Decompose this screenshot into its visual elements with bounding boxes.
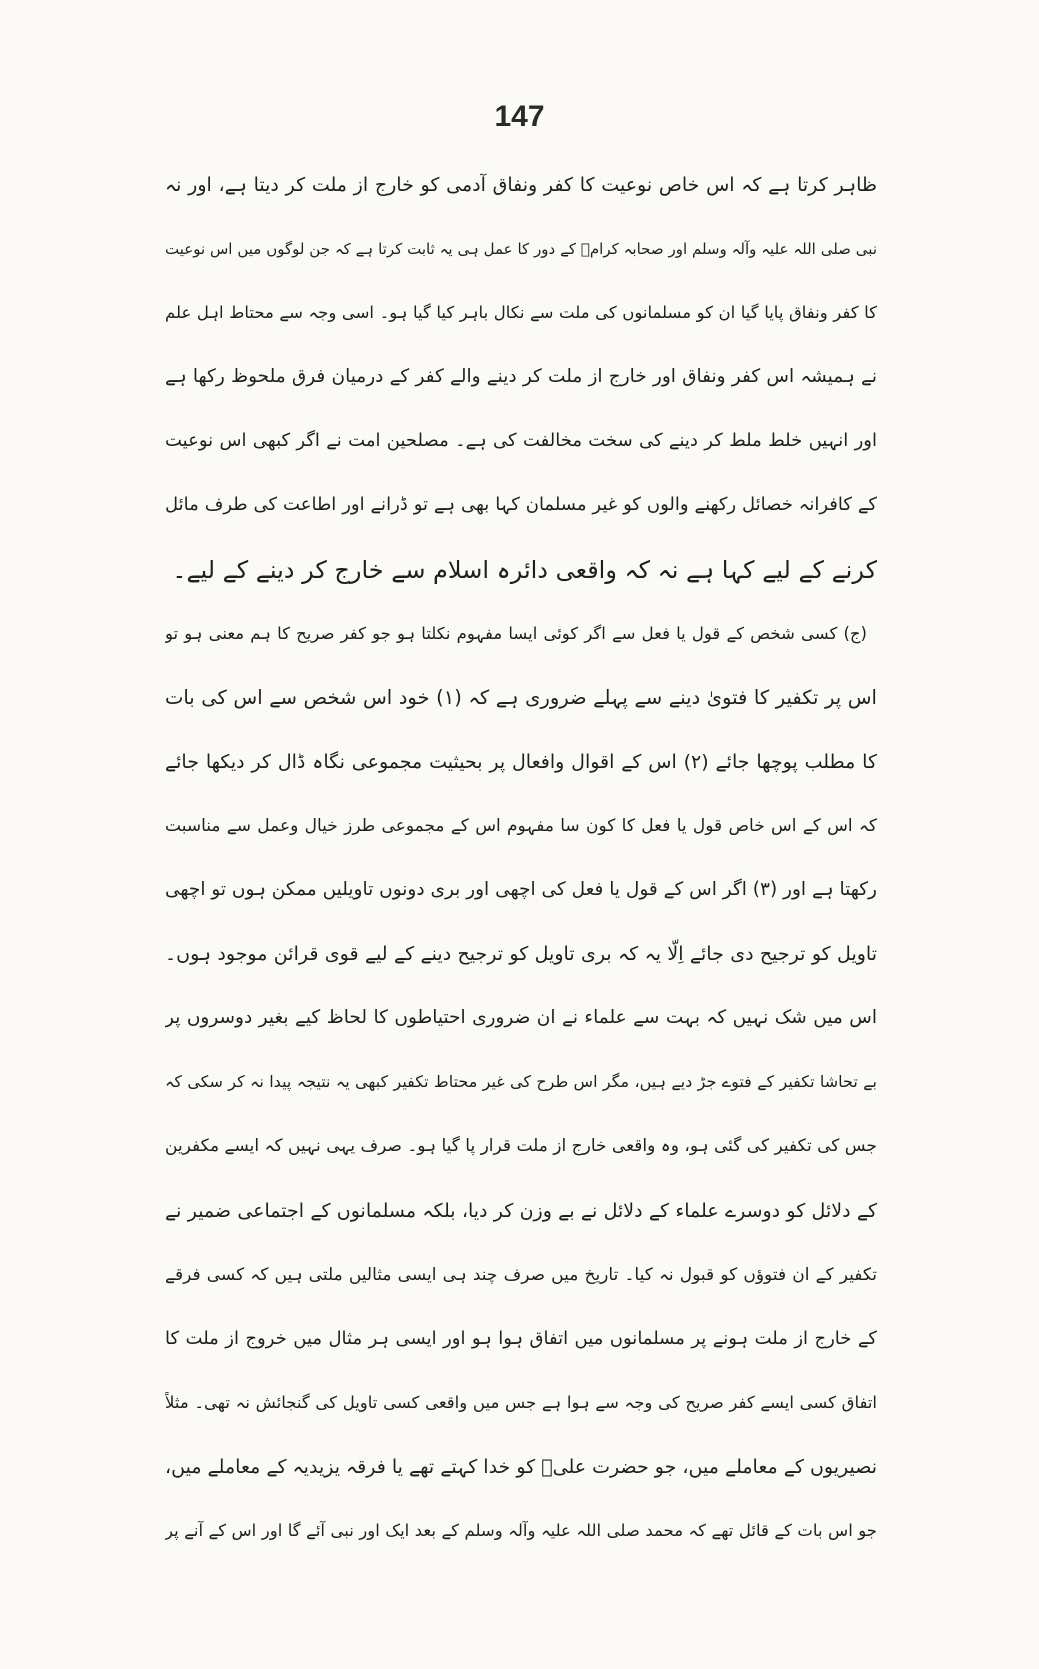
text-line: جس کی تکفیر کی گئی ہو، وہ واقعی خارج از ملت قرار پا گیا ہو۔ صرف یہی نہیں کہ ایسے مکفرین <box>165 1136 877 1157</box>
text-line: کا کفر ونفاق پایا گیا ان کو مسلمانوں کی ملت سے نکال باہر کیا گیا ہو۔ اسی وجہ سے محتاط اہل علم <box>165 303 877 323</box>
text-line: کرنے کے لیے کہا ہے نہ کہ واقعی دائرہ اسلام سے خارج کر دینے کے لیے۔ <box>172 555 877 584</box>
text-line: جو اس بات کے قائل تھے کہ محمد صلی اللہ علیہ وآلہ وسلم کے بعد ایک اور نبی آئے گا اور اس کے آنے پر <box>165 1520 877 1540</box>
text-line: (ج) کسی شخص کے قول یا فعل سے اگر کوئی ایسا مفہوم نکلتا ہو جو کفر صریح کا ہم معنی ہو تو <box>165 623 867 643</box>
text-line: رکھتا ہے اور (۳) اگر اس کے قول یا فعل کی اچھی اور بری دونوں تاویلیں ممکن ہوں تو اچھی <box>165 879 877 901</box>
text-line: نے ہمیشہ اس کفر ونفاق اور خارج از ملت کر دینے والے کفر کے درمیان فرق ملحوظ رکھا ہے <box>165 366 877 388</box>
text-line: نبی صلی اللہ علیہ وآلہ وسلم اور صحابہ کرامؓ کے دور کا عمل ہی یہ ثابت کرتا ہے کہ جن لوگوں میں اس نوعیت <box>165 240 877 259</box>
text-line: اور انہیں خلط ملط کر دینے کی سخت مخالفت کی ہے۔ مصلحین امت نے اگر کبھی اس نوعیت <box>165 430 877 452</box>
text-line: اس پر تکفیر کا فتویٰ دینے سے پہلے ضروری ہے کہ (۱) خود اس شخص سے اس کی بات <box>165 685 877 709</box>
text-line: ظاہر کرتا ہے کہ اس خاص نوعیت کا کفر ونفاق آدمی کو خارج از ملت کر دیتا ہے، اور نہ <box>165 174 877 196</box>
text-line: تاویل کو ترجیح دی جائے اِلّا یہ کہ بری تاویل کو ترجیح دینے کے لیے قوی قرائن موجود ہوں۔ <box>165 943 877 966</box>
text-line: نصیریوں کے معاملے میں، جو حضرت علیؓ کو خدا کہتے تھے یا فرقہ یزیدیہ کے معاملے میں، <box>165 1455 877 1478</box>
text-line: کے کافرانہ خصائل رکھنے والوں کو غیر مسلمان کہا بھی ہے تو ڈرانے اور اطاعت کی طرف مائل <box>165 494 877 516</box>
text-line: کہ اس کے اس خاص قول یا فعل کا کون سا مفہوم اس کے مجموعی طرز خیال وعمل سے مناسبت <box>165 815 877 836</box>
text-line: کا مطلب پوچھا جائے (۲) اس کے اقوال وافعال پر بحیثیت مجموعی نگاہ ڈال کر دیکھا جائے <box>165 750 877 773</box>
page-number: 147 <box>494 100 545 133</box>
text-line: کے دلائل کو دوسرے علماء کے دلائل نے بے وزن کر دیا، بلکہ مسلمانوں کے اجتماعی ضمیر نے <box>165 1199 877 1222</box>
text-line: کے خارج از ملت ہونے پر مسلمانوں میں اتفاق ہوا ہو اور ایسی ہر مثال میں خروج از ملت کا <box>165 1327 877 1349</box>
text-line: تکفیر کے ان فتوؤں کو قبول نہ کیا۔ تاریخ میں صرف چند ہی ایسی مثالیں ملتی ہیں کہ کسی فرقے <box>165 1264 877 1285</box>
body-text <box>165 158 877 1568</box>
text-line: اس میں شک نہیں کہ بہت سے علماء نے ان ضروری احتیاطوں کا لحاظ کیے بغیر دوسروں پر <box>165 1007 877 1029</box>
text-line: اتفاق کسی ایسے کفر صریح کی وجہ سے ہوا ہے جس میں واقعی کسی تاویل کی گنجائش نہ تھی۔ مثلاً <box>165 1392 877 1412</box>
text-line: بے تحاشا تکفیر کے فتوے جڑ دیے ہیں، مگر اس طرح کی غیر محتاط تکفیر کبھی یہ نتیجہ پیدا نہ کر سکی کہ <box>165 1072 877 1092</box>
